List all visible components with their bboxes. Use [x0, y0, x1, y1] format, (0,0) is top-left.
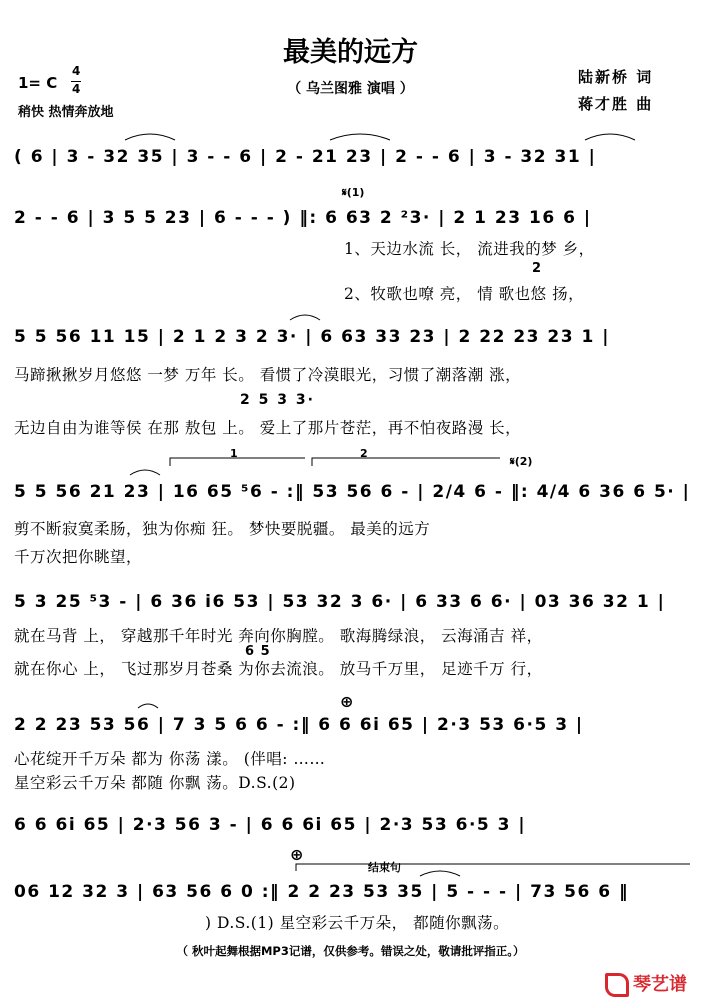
- ending-label: 结束句: [368, 861, 401, 874]
- slur-line-1b: [330, 134, 390, 140]
- lyric-line-6-verse-1: 心花绽开千万朵 都为 你荡 漾。 (伴唱: ……: [14, 750, 326, 768]
- slur-line-8: [420, 871, 460, 876]
- lyric-line-4-verse-1: 剪不断寂寞柔肠，独为你痴 狂。 梦快要脱疆。 最美的远方: [14, 520, 431, 538]
- lyric-line-5-verse-2: 就在你心 上， 飞过那岁月苍桑 为你去流浪。 放马千万里， 足迹千万 行，: [14, 660, 543, 678]
- notation-line-3: 5 5 56 11 15 | 2 1 2 3 2 3· | 6 63 33 23 | 2 22 23 23 1 |: [14, 327, 610, 347]
- slur-line-6: [138, 704, 158, 708]
- segno-sign-1: 𝄋(1): [342, 186, 365, 199]
- composer-credit: 蒋才胜 曲: [578, 95, 654, 113]
- volta-2-label: 2: [360, 447, 368, 460]
- key-signature: 1= C: [18, 74, 58, 92]
- lyric-line-5-verse-1: 就在马背 上， 穿越那千年时光 奔向你胸膛。 歌海腾绿浪， 云海涌吉 祥，: [14, 627, 543, 645]
- volta-1-label: 1: [230, 447, 238, 460]
- lyric-line-3-verse-2: 无边自由为谁等侯 在那 敖包 上。 爱上了那片苍茫，再不怕夜路漫 长，: [14, 419, 522, 437]
- time-signature-top: 4: [72, 64, 81, 78]
- lyricist-credit: 陆新桥 词: [578, 68, 654, 86]
- logo-text: 琴艺谱: [633, 974, 687, 995]
- slur-line-4: [130, 470, 160, 475]
- overnote-line-5: 6 5: [245, 644, 271, 659]
- notation-line-6: 2 2 23 53 56 | 7 3 5 6 6 - :‖ 6 6 6i 65 | 2·3 53 6·5 3 |: [14, 715, 584, 735]
- notation-line-8: 06 12 32 3 | 63 56 6 0 :‖ 2 2 23 53 35 | 5 - - - | 73 56 6 ‖: [14, 882, 630, 902]
- volta-2-bracket: [312, 458, 500, 466]
- overnote-line-3: 2 5 3 3·: [240, 392, 315, 408]
- slur-line-1c: [585, 134, 635, 140]
- slur-line-3: [290, 315, 320, 320]
- notation-line-5: 5 3 25 ⁵3 - | 6 36 i6 53 | 53 32 3 6· | 6 33 6 6· | 03 36 32 1 |: [14, 592, 666, 612]
- song-title: 最美的远方: [283, 37, 418, 68]
- lyric-line-2-verse-1: 1、天边水流 长， 流进我的梦 乡，: [344, 240, 595, 258]
- tempo-marking: 稍快 热情奔放地: [18, 105, 114, 120]
- slur-line-1a: [125, 134, 175, 140]
- notation-line-7: 6 6 6i 65 | 2·3 56 3 - | 6 6 6i 65 | 2·3 53 6·5 3 |: [14, 815, 527, 835]
- lyric-line-6-verse-2: 星空彩云千万朵 都随 你飘 荡。D.S.(2): [14, 774, 296, 792]
- lyric-line-4-verse-2: 千万次把你眺望，: [14, 548, 143, 566]
- ending-bracket: [296, 864, 690, 871]
- coda-sign-1: ⊕: [340, 692, 354, 711]
- lyric-line-3-verse-1: 马蹄揪揪岁月悠悠 一梦 万年 长。 看惯了冷漠眼光，习惯了潮落潮 涨，: [14, 366, 522, 384]
- lyric-line-8: ) D.S.(1) 星空彩云千万朵， 都随你飘荡。: [205, 914, 510, 932]
- overnote-line-2: 2: [532, 261, 542, 276]
- notation-line-4: 5 5 56 21 23 | 16 65 ⁵6 - :‖ 53 56 6 - | 2/4 6 - ‖: 4/4 6 36 6 5· |: [14, 482, 691, 502]
- notation-line-2: 2 - - 6 | 3 5 5 23 | 6 - - - ) ‖: 6 63 2 ²3· | 2 1 23 16 6 |: [14, 208, 592, 228]
- volta-1-bracket: [170, 458, 305, 466]
- coda-sign-2: ⊕: [290, 845, 304, 864]
- notation-line-1: ( 6 | 3 - 32 35 | 3 - - 6 | 2 - 21 23 | 2 - - 6 | 3 - 32 31 |: [14, 147, 597, 167]
- transcriber-note: （ 秋叶起舞根据MP3记谱，仅供参考。错误之处，敬请批评指正。）: [176, 944, 525, 958]
- time-signature-bottom: 4: [72, 82, 81, 96]
- segno-sign-2: 𝄋(2): [510, 455, 533, 468]
- performer-subtitle: （ 乌兰图雅 演唱 ）: [287, 81, 414, 97]
- lyric-line-2-verse-2: 2、牧歌也嘹 亮， 情 歌也悠 扬，: [344, 285, 585, 303]
